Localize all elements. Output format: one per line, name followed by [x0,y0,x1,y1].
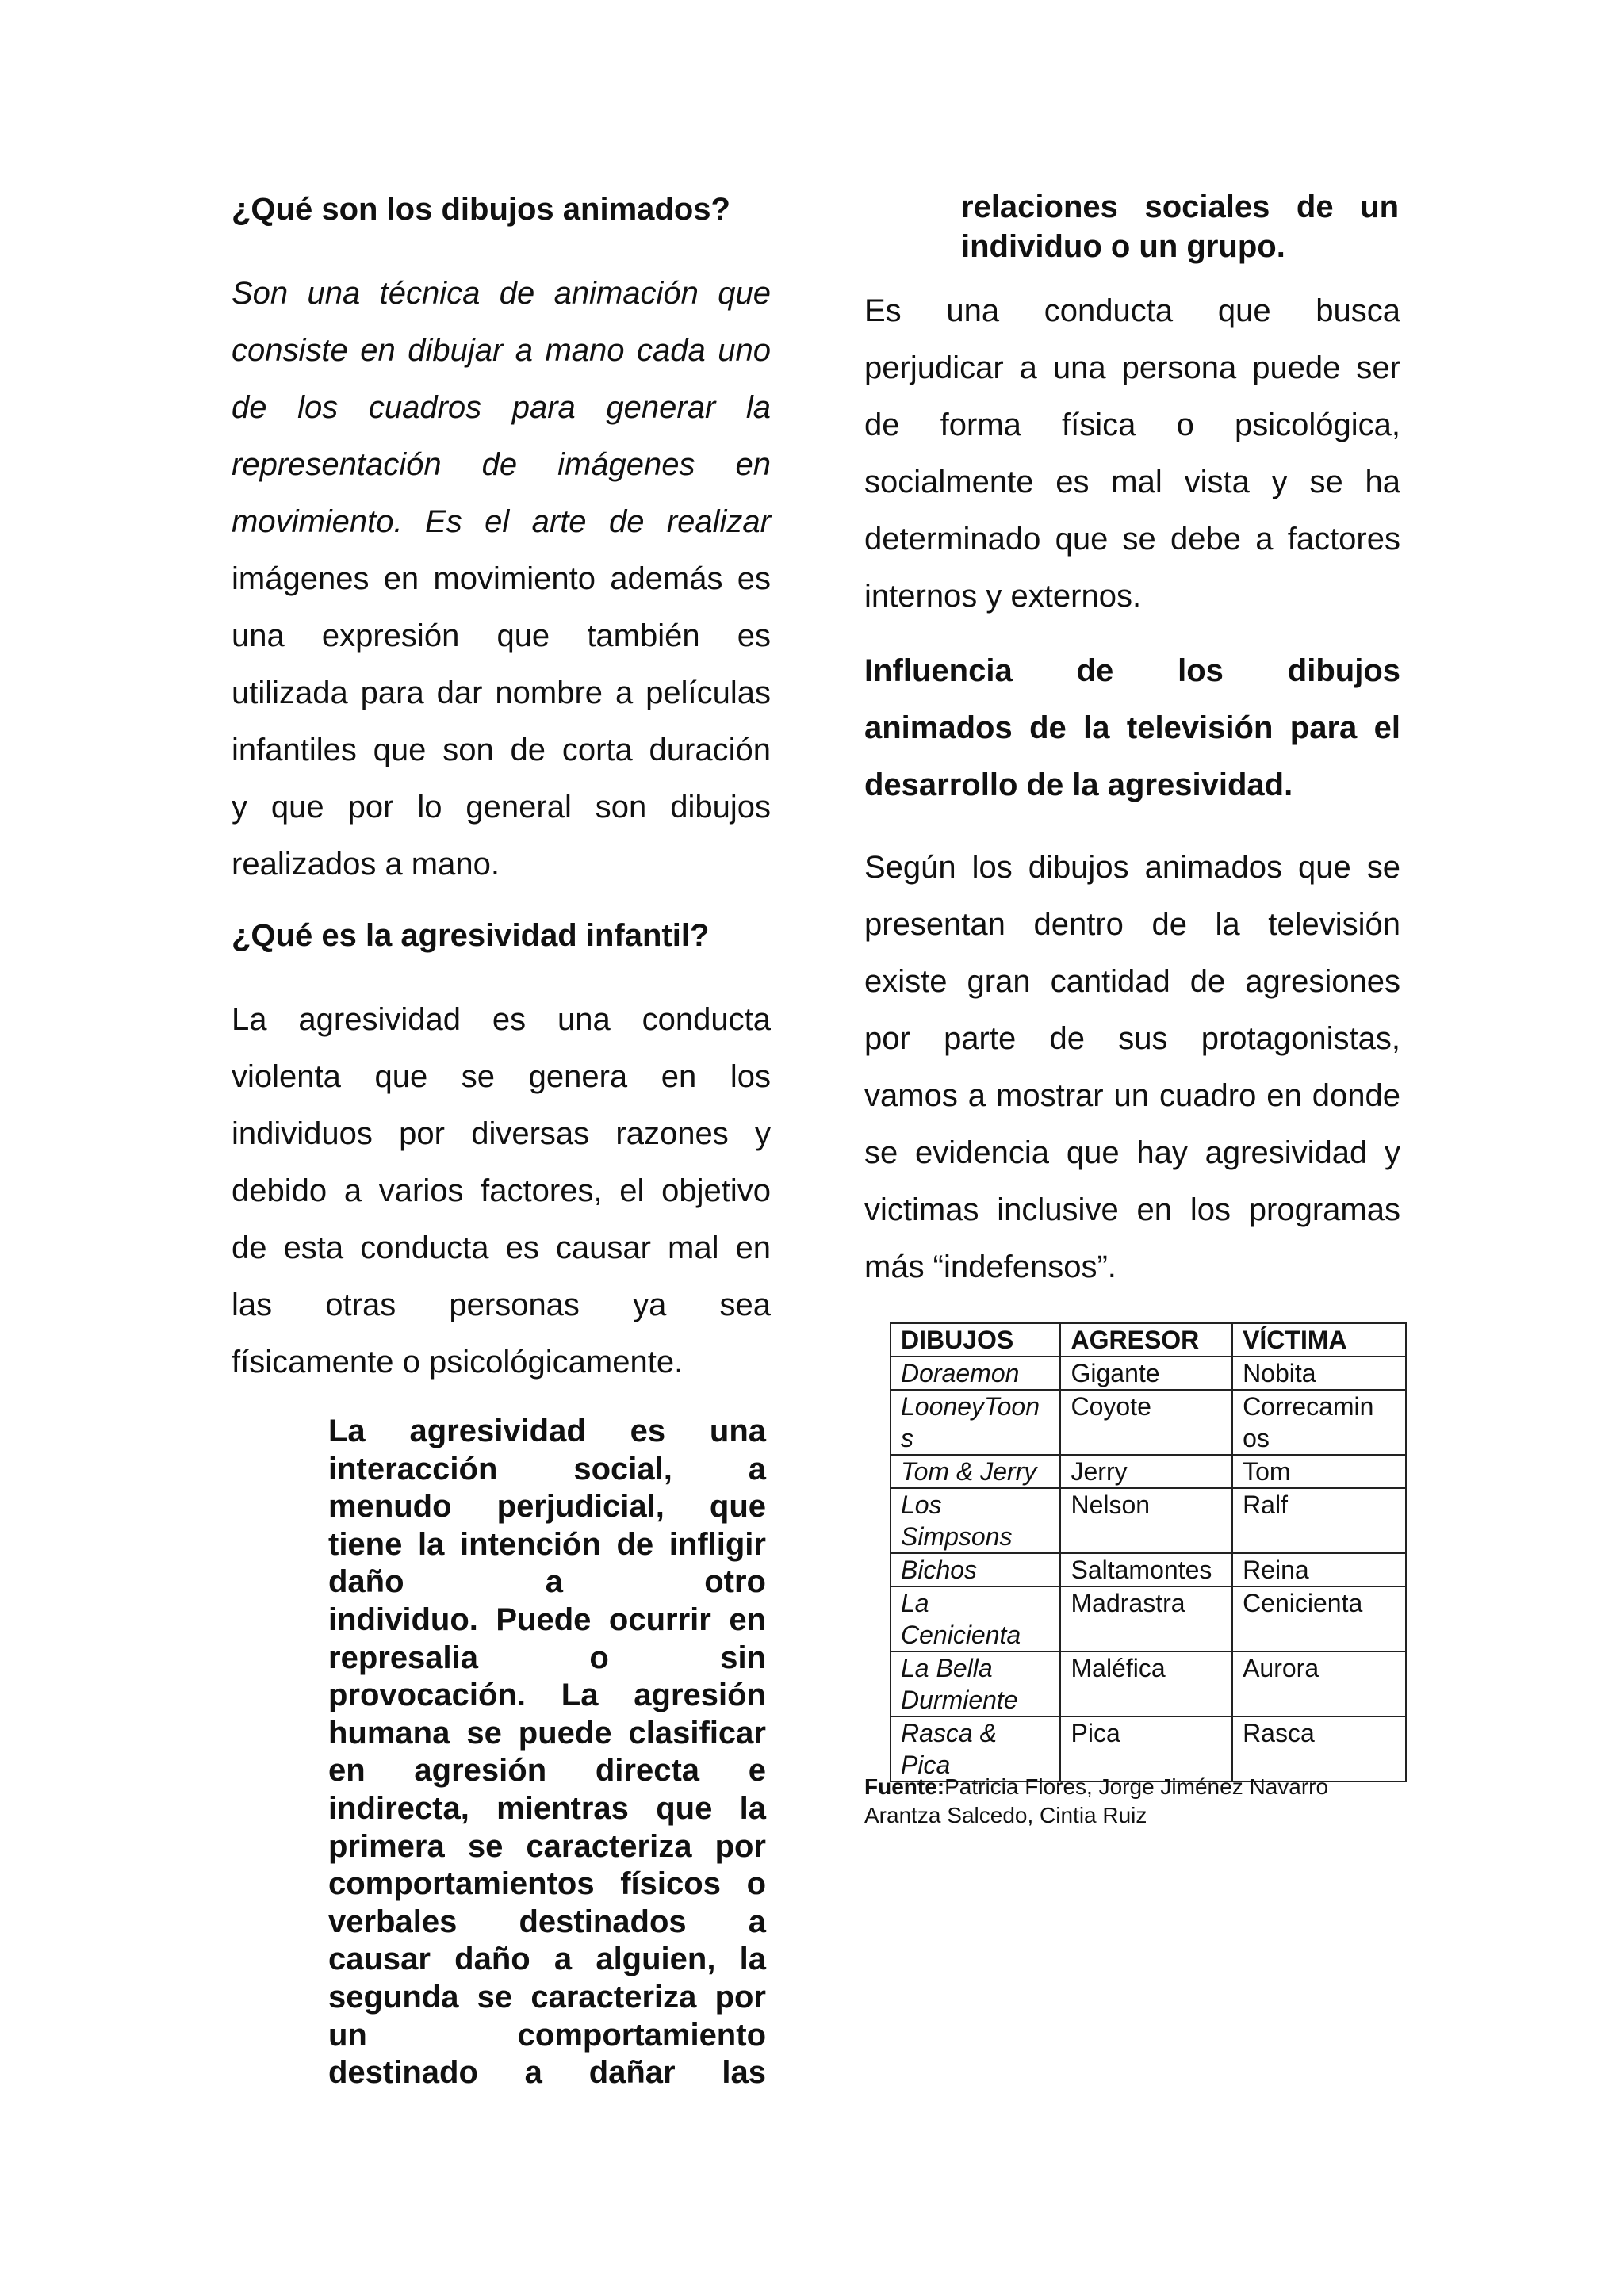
source-authors: Patricia Flores, Jorge Jiménez Navarro [944,1774,1329,1799]
cell-agresor: Coyote [1060,1390,1232,1455]
text-line: por parte de sus protagonistas, [864,1021,1400,1056]
cell-victima: Cenicienta [1232,1586,1406,1651]
table-row [891,1455,1406,1488]
text-line: de esta conducta es causar mal en [232,1230,771,1265]
heading-que-son-dibujos: ¿Qué son los dibujos animados? [232,192,730,227]
agresividad-paragraph [232,991,771,1391]
heading-influencia [864,642,1400,813]
text-line: Según los dibujos animados que se [864,850,1400,885]
table-row [891,1488,1406,1553]
header-victima: VÍCTIMA [1232,1323,1406,1357]
cell-dibujo: La Bella Durmiente [891,1651,1060,1716]
table-row [891,1716,1406,1781]
cell-dibujo: LooneyToon s [891,1390,1060,1455]
text-line: un comportamiento [328,2017,766,2053]
cell-victima: Correcamin os [1232,1390,1406,1455]
text-line: de los cuadros para generar la [232,390,771,425]
cell-victima: Tom [1232,1455,1406,1488]
text-line: consiste en dibujar a mano cada uno [232,333,771,368]
text-line: individuos por diversas razones y [232,1116,771,1151]
table-header-row [891,1323,1406,1357]
text-line: internos y externos. [864,579,1142,614]
cell-victima: Rasca [1232,1716,1406,1781]
text-line: en agresión directa e [328,1753,766,1789]
text-line: segunda se caracteriza por [328,1979,766,2015]
text-line: menudo perjudicial, que [328,1489,766,1525]
text-line: una expresión que también es [232,618,771,653]
source-label: Fuente: [864,1774,945,1799]
text-line: existe gran cantidad de agresiones [864,964,1400,999]
text-line: se evidencia que hay agresividad y [864,1135,1400,1170]
cell-dibujo: Los Simpsons [891,1488,1060,1553]
cell-agresor: Maléfica [1060,1651,1232,1716]
text-line: infantiles que son de corta duración [232,733,771,767]
bold-definition-paragraph [328,1413,766,2092]
cell-agresor: Nelson [1060,1488,1232,1553]
text-line: tiene la intención de infligir [328,1526,766,1562]
text-line: imágenes en movimiento además es [232,561,771,596]
cell-agresor: Madrastra [1060,1586,1232,1651]
bold-continuation [961,187,1399,266]
text-line: vamos a mostrar un cuadro en donde [864,1078,1400,1113]
header-dibujos: DIBUJOS [891,1323,1060,1357]
cell-dibujo: Bichos [891,1553,1060,1586]
text-line: movimiento. Es el arte de realizar [232,504,771,539]
cell-agresor: Saltamontes [1060,1553,1232,1586]
text-line: físicamente o psicológicamente. [232,1345,684,1380]
text-line: socialmente es mal vista y se ha [864,465,1400,499]
header-agresor: AGRESOR [1060,1323,1232,1357]
text-line: de forma física o psicológica, [864,408,1400,442]
text-line: victimas inclusive en los programas [864,1192,1400,1227]
cell-victima: Reina [1232,1553,1406,1586]
table-row [891,1553,1406,1586]
cell-dibujo: La Cenicienta [891,1586,1060,1651]
cell-agresor: Gigante [1060,1357,1232,1390]
text-line: represalia o sin [328,1640,766,1675]
text-line: relaciones sociales de un [961,189,1399,224]
text-line: verbales destinados a [328,1904,766,1939]
table-row [891,1357,1406,1390]
text-line: violenta que se genera en los [232,1059,771,1094]
cell-victima: Ralf [1232,1488,1406,1553]
text-line: provocación. La agresión [328,1678,766,1713]
table-row [891,1651,1406,1716]
text-line: La agresividad es una conducta [232,1002,771,1037]
text-line: destinado a dañar las [328,2055,766,2091]
source-line: Arantza Salcedo, Cintia Ruiz [864,1803,1147,1827]
text-line: realizados a mano. [232,847,500,882]
text-line: causar daño a alguien, la [328,1942,766,1977]
text-line: La agresividad es una [328,1414,766,1448]
cell-agresor: Jerry [1060,1455,1232,1488]
table-row [891,1390,1406,1455]
text-line: las otras personas ya sea [232,1288,771,1322]
text-line: debido a varios factores, el objetivo [232,1173,771,1208]
definition-body-paragraph [232,550,771,893]
text-line: animados de la televisión para el [864,710,1400,745]
text-line: primera se caracteriza por [328,1828,766,1864]
source-line [864,1773,1419,1801]
text-line: humana se puede clasificar [328,1715,766,1751]
segun-paragraph [864,839,1400,1295]
text-line: daño a otro [328,1564,766,1600]
text-line: Es una conducta que busca [864,293,1400,328]
text-line: individuo. Puede ocurrir en [328,1601,766,1637]
text-line: y que por lo general son dibujos [232,790,771,825]
text-line: interacción social, a [328,1451,766,1487]
cell-agresor: Pica [1060,1716,1232,1781]
cartoons-aggression-table [890,1322,1407,1782]
text-line: más “indefensos”. [864,1249,1116,1284]
cell-dibujo: Tom & Jerry [891,1455,1060,1488]
text-line: perjudicar a una persona puede ser [864,350,1400,385]
cell-victima: Aurora [1232,1651,1406,1716]
definition-italic-paragraph [232,265,771,550]
cell-dibujo: Doraemon [891,1357,1060,1390]
cell-victima: Nobita [1232,1357,1406,1390]
conducta-paragraph [864,282,1400,625]
text-line: presentan dentro de la televisión [864,907,1400,942]
text-line: Son una técnica de animación que [232,276,771,311]
text-line: utilizada para dar nombre a películas [232,675,771,710]
text-line: desarrollo de la agresividad. [864,767,1293,802]
text-line: Influencia de los dibujos [864,653,1400,688]
table-row [891,1586,1406,1651]
table-source [864,1773,1419,1830]
text-line: individuo o un grupo. [961,229,1285,264]
text-line: indirecta, mientras que la [328,1790,766,1826]
cell-dibujo: Rasca & Pica [891,1716,1060,1781]
text-line: determinado que se debe a factores [864,522,1400,557]
heading-agresividad-infantil: ¿Qué es la agresividad infantil? [232,918,710,953]
text-line: representación de imágenes en [232,447,771,482]
text-line: comportamientos físicos o [328,1866,766,1902]
